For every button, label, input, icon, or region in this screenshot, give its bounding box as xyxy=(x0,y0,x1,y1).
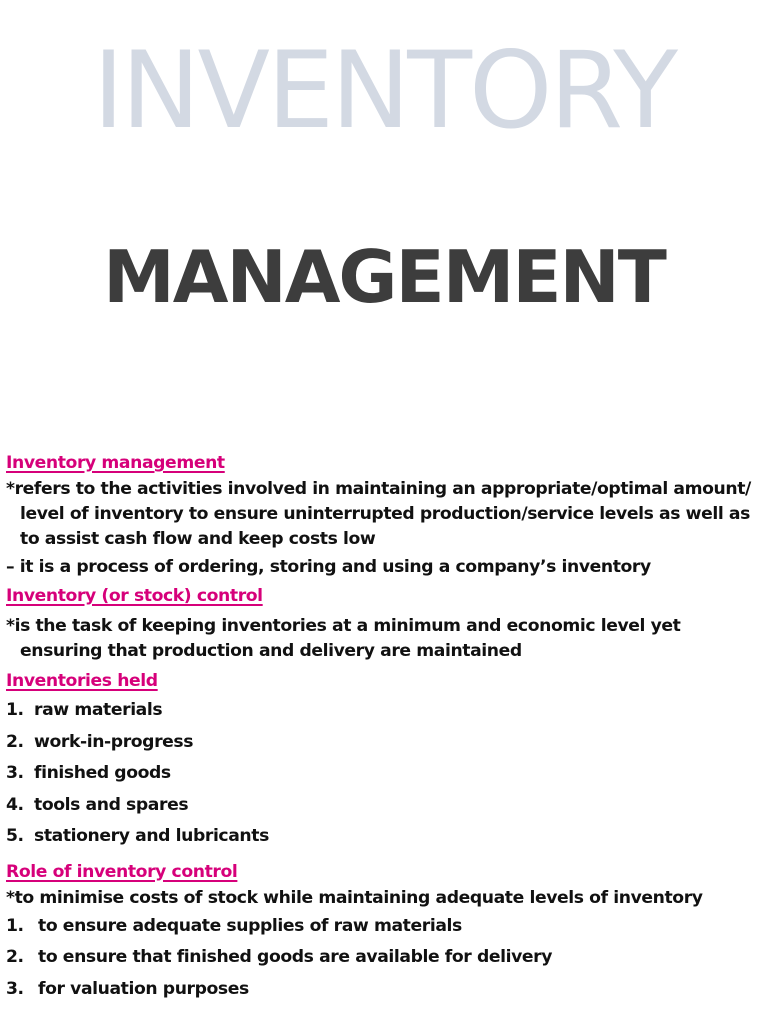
list-item xyxy=(6,758,766,790)
list-number: 5. xyxy=(6,826,24,846)
list-text: to ensure that finished goods are available for delivery xyxy=(38,947,553,967)
list-number: 1. xyxy=(6,700,24,720)
inventories-held-list xyxy=(6,695,766,853)
list-number: 1. xyxy=(6,915,24,936)
heading-inventory-control: Inventory (or stock) control xyxy=(6,586,263,606)
list-text: for valuation purposes xyxy=(38,978,249,999)
heading-inventory-management: Inventory management xyxy=(6,453,225,473)
list-text: stationery and lubricants xyxy=(34,826,269,846)
inventory-control-definition: *is the task of keeping inventories at a minimum and economic level yet ensuring that production and delivery are maintained xyxy=(6,616,681,661)
list-number: 4. xyxy=(6,794,24,815)
list-item xyxy=(6,942,766,974)
list-item xyxy=(6,911,766,943)
page-title-inventory: INVENTORY xyxy=(92,29,676,152)
list-text: raw materials xyxy=(34,700,163,720)
list-item xyxy=(6,695,766,727)
list-number: 2. xyxy=(6,947,24,967)
list-text: work-in-progress xyxy=(34,731,194,752)
list-item xyxy=(6,821,766,853)
inventory-management-process: – it is a process of ordering, storing and using a company’s inventory xyxy=(6,557,651,577)
document-body xyxy=(6,450,766,1005)
list-number: 3. xyxy=(6,763,24,783)
list-text: finished goods xyxy=(34,763,171,783)
role-of-control-list xyxy=(6,911,766,1006)
list-number: 2. xyxy=(6,731,24,752)
heading-inventories-held: Inventories held xyxy=(6,671,158,691)
list-item xyxy=(6,727,766,759)
heading-role-of-inventory-control: Role of inventory control xyxy=(6,861,238,882)
list-text: to ensure adequate supplies of raw materials xyxy=(38,915,462,936)
list-number: 3. xyxy=(6,978,24,999)
list-item xyxy=(6,974,766,1006)
inventory-management-definition: *refers to the activities involved in maintaining an appropriate/optimal amount/ level of inventory to ensure uninterrupted production/service levels as well as to assist cash flow and keep costs low xyxy=(6,479,751,549)
list-text: tools and spares xyxy=(34,794,189,815)
list-item xyxy=(6,790,766,822)
role-of-control-intro: *to minimise costs of stock while maintaining adequate levels of inventory xyxy=(6,887,703,908)
page-title-management: MANAGEMENT xyxy=(103,235,665,319)
